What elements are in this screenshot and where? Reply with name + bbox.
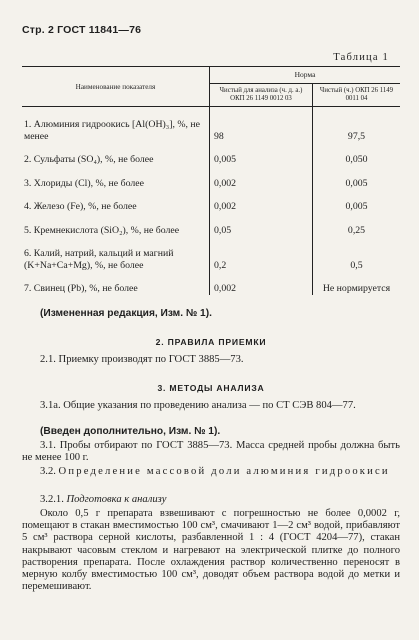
paragraph-3-2-number: 3.2. [40, 466, 56, 477]
page-header: Стр. 2 ГОСТ 11841—76 [22, 24, 142, 36]
paragraph-3-2-1-title: Подготовка к анализу [66, 494, 167, 505]
introduced-note: (Введен дополнительно, Изм. № 1). [40, 426, 221, 437]
row-name: 4. Железо (Fe), %, не более [22, 201, 210, 213]
column-header-pure: Чистый (ч.) ОКП 26 1149 0011 04 [313, 84, 401, 107]
row-value-pure: Не нормируется [322, 283, 391, 294]
norms-table [22, 66, 400, 295]
paragraph-3-2 [22, 466, 400, 478]
table-row [22, 225, 400, 237]
row-value-pure-analysis: 98 [210, 119, 313, 142]
row-value-pure: 0,5 [350, 259, 363, 271]
column-header-name: Наименование показателя [22, 67, 210, 107]
section-3-title: 3. МЕТОДЫ АНАЛИЗА [157, 383, 265, 393]
table-row [22, 283, 400, 295]
table-row [22, 119, 400, 142]
paragraph-3-2-1-body: Около 0,5 г препарата взвешивают с погрешностью не более 0,0002 г, помещают в стакан вместимостью 100 см³, смачивают 1—2 см³ водой, прибавляют 5 см³ раствора серной кислоты, разбавленной 1 : 4 (ГОСТ 4204—77), стакан накрывают часовым стеклом и нагревают на электрической плитке до полного растворения препарата. После охлаждения раствор количественно переносят в мерную колбу вместимостью 100 см³, доводят объем раствора водой до метки и перемешивают. [22, 508, 400, 593]
row-name: 1. Алюминия гидроокись [Al(OH)₃], %, не менее [22, 119, 210, 142]
column-header-norma: Норма [210, 67, 401, 84]
paragraph-2-1: 2.1. Приемку производят по ГОСТ 3885—73. [40, 354, 244, 365]
section-2-title: 2. ПРАВИЛА ПРИЕМКИ [155, 337, 267, 347]
row-value-pure-analysis: 0,002 [210, 283, 313, 295]
paragraph-3-2-title: Определение массовой доли алюминия гидроокиси [58, 466, 390, 477]
row-value-pure-analysis: 0,2 [210, 248, 313, 271]
table-title: Таблица 1 [333, 52, 389, 63]
row-name: 6. Калий, натрий, кальций и магний (K+Na+Ca+Mg), %, не более [22, 248, 210, 271]
row-value-pure: 0,005 [345, 201, 368, 212]
row-value-pure: 0,25 [347, 224, 366, 236]
table-row [22, 154, 400, 166]
table-row [22, 178, 400, 190]
table-row [22, 248, 400, 271]
row-name: 3. Хлориды (Cl), %, не более [22, 178, 210, 190]
row-value-pure-analysis: 0,002 [210, 201, 313, 213]
paragraph-3-2-1-number: 3.2.1. [40, 494, 64, 505]
row-value-pure: 0,050 [345, 154, 368, 165]
revision-note: (Измененная редакция, Изм. № 1). [40, 308, 212, 319]
row-name: 2. Сульфаты (SO₄), %, не более [22, 154, 210, 166]
row-value-pure-analysis: 0,005 [210, 154, 313, 166]
paragraph-3-2-1-heading [22, 494, 400, 506]
paragraph-3-1a: 3.1а. Общие указания по проведению анализа — по СТ СЭВ 804—77. [40, 400, 356, 411]
table-row [22, 201, 400, 213]
column-header-pure-analysis: Чистый для анализа (ч. д. а.) ОКП 26 1149 0012 03 [210, 84, 313, 107]
row-value-pure: 0,005 [345, 177, 368, 189]
row-name: 5. Кремнекислота (SiO₂), %, не более [22, 225, 210, 237]
row-value-pure: 97,5 [347, 130, 366, 142]
paragraph-3-1: 3.1. Пробы отбирают по ГОСТ 3885—73. Масса средней пробы должна быть не менее 100 г. [22, 440, 400, 464]
row-name: 7. Свинец (Pb), %, не более [22, 283, 210, 295]
row-value-pure-analysis: 0,05 [210, 225, 313, 237]
row-value-pure-analysis: 0,002 [210, 178, 313, 190]
